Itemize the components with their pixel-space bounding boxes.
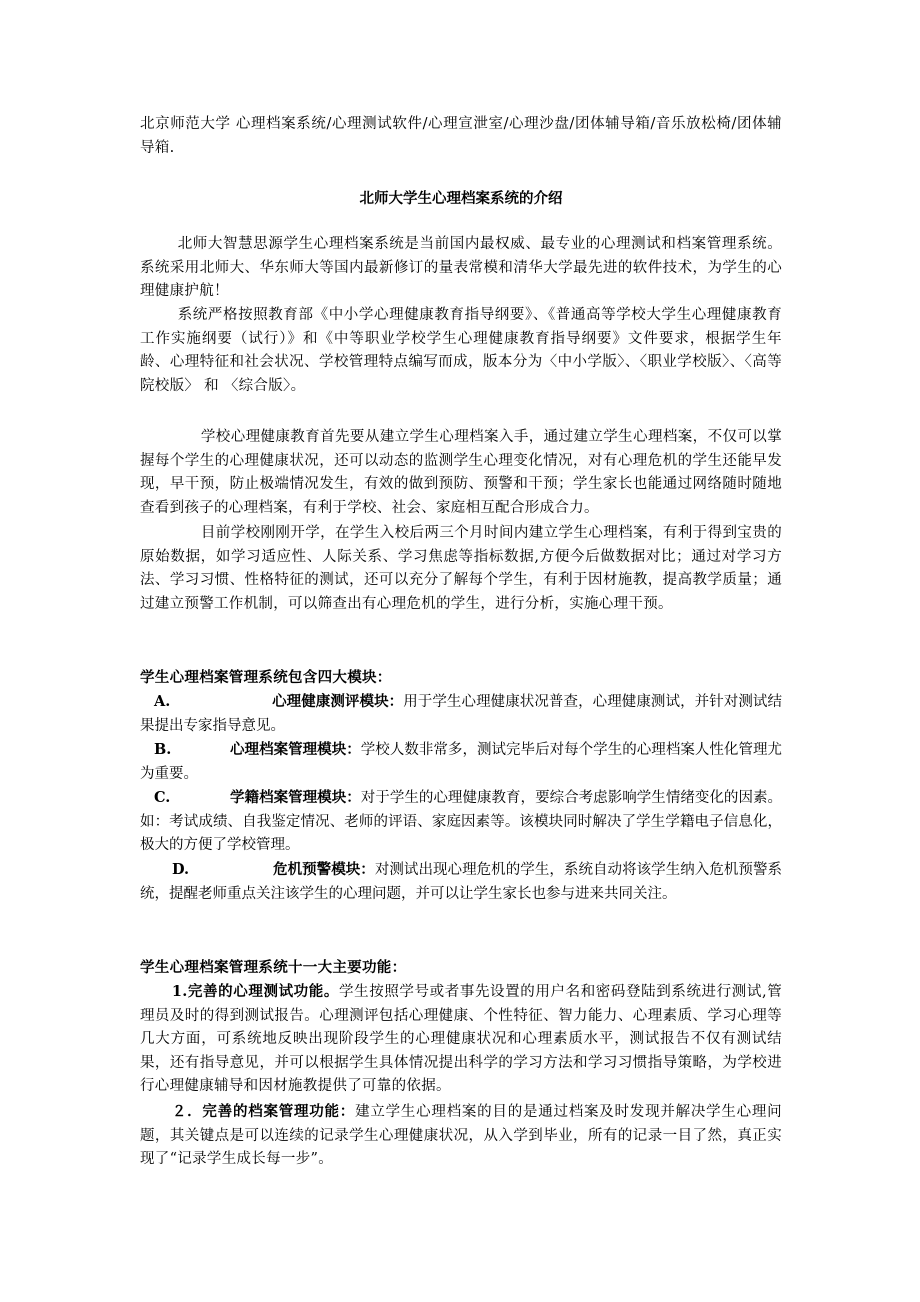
intro-paragraph-1: 北师大智慧思源学生心理档案系统是当前国内最权威、最专业的心理测试和档案管理系统。系统采用北师大、华东师大等国内最新修订的量表常模和清华大学最先进的软件技术，为学生的心理健康护航！: [140, 236, 782, 299]
module-a-letter: A.: [154, 693, 171, 710]
module-d: [140, 858, 782, 906]
module-c-name: 学籍档案管理模块：: [230, 789, 361, 806]
document-title: 北师大学生心理档案系统的介绍: [359, 190, 563, 207]
function-1-text: 学生按照学号或者事先设置的用户名和密码登陆到系统进行测试,管理员及时的得到测试报告。心理测评包括心理健康、个性特征、智力能力、心理素质、学习心理等几大方面，可系统地反映出现阶段学生的心理健康状况和心理素质水平，测试报告不仅有测试结果，还有指导意见，并可以根据学生具体情况提出科学的学习方法和学习习惯指导策略，为学校进行心理健康辅导和因材施教提供了可靠的依据。: [140, 984, 782, 1094]
module-b-letter: B.: [154, 741, 172, 758]
module-b-name: 心理档案管理模块：: [230, 741, 361, 758]
functions-heading: 学生心理档案管理系统十一大主要功能：: [140, 959, 407, 976]
module-b-text: 学校人数非常多，测试完毕后对每个学生的心理档案人性化管理尤为重要。: [140, 742, 782, 782]
module-b: [140, 738, 782, 786]
module-d-name: 危机预警模块：: [273, 861, 375, 878]
function-2: [140, 1100, 782, 1172]
function-1-name: 1.完善的心理测试功能。: [171, 983, 339, 1000]
module-a-text: 用于学生心理健康状况普查，心理健康测试，并针对测试结果提出专家指导意见。: [140, 694, 783, 734]
header-line: 北京师范大学 心理档案系统/心理测试软件/心理宣泄室/心理沙盘/团体辅导箱/音乐放松椅/团体辅导箱.: [140, 116, 782, 156]
body-paragraph-1: 学校心理健康教育首先要从建立学生心理档案入手，通过建立学生心理档案，不仅可以掌握每个学生的心理健康状况，还可以动态的监测学生心理变化情况，对有心理危机的学生还能早发现，早干预，防止极端情况发生，有效的做到预防、预警和干预；学生家长也能通过网络随时随地查看到孩子的心理档案，有利于学校、社会、家庭相互配合形成合力。: [140, 429, 782, 516]
function-1: [140, 980, 782, 1099]
module-a: [140, 690, 782, 738]
module-d-text: 对测试出现心理危机的学生，系统自动将该学生纳入危机预警系统，提醒老师重点关注该学生的心理问题，并可以让学生家长也参与进来共同关注。: [140, 862, 782, 902]
module-d-letter: D.: [172, 861, 190, 878]
function-2-text: 建立学生心理档案的目的是通过档案及时发现并解决学生心理问题，其关键点是可以连续的记录学生心理健康状况，从入学到毕业，所有的记录一目了然，真正实现了“记录学生成长每一步”。: [140, 1104, 782, 1167]
body-paragraph-2: 目前学校刚刚开学，在学生入校后两三个月时间内建立学生心理档案，有利于得到宝贵的原始数据，如学习适应性、人际关系、学习焦虑等指标数据,方便今后做数据对比；通过对学习方法、学习习惯、性格特征的测试，还可以充分了解每个学生，有利于因材施教，提高教学质量；通过建立预警工作机制，可以筛查出有心理危机的学生，进行分析，实施心理干预。: [140, 525, 782, 612]
intro-paragraph-2: 系统严格按照教育部《中小学心理健康教育指导纲要》、《普通高等学校大学生心理健康教育工作实施纲要（试行）》和《中等职业学校学生心理健康教育指导纲要》文件要求，根据学生年龄、心理特征和社会状况、学校管理特点编写而成，版本分为〈中小学版〉、〈职业学校版〉、〈高等院校版〉 和 〈综合版〉。: [140, 307, 782, 394]
function-2-name: ２．完善的档案管理功能：: [171, 1103, 356, 1120]
module-a-name: 心理健康测评模块：: [272, 693, 404, 710]
module-c-text: 对于学生的心理健康教育，要综合考虑影响学生情绪变化的因素。如：考试成绩、自我鉴定情况、老师的评语、家庭因素等。该模块同时解决了学生学籍电子信息化，极大的方便了学校管理。: [140, 790, 782, 853]
module-c-letter: C.: [154, 789, 171, 806]
modules-heading: 学生心理档案管理系统包含四大模块：: [140, 669, 392, 686]
module-c: [140, 786, 782, 858]
